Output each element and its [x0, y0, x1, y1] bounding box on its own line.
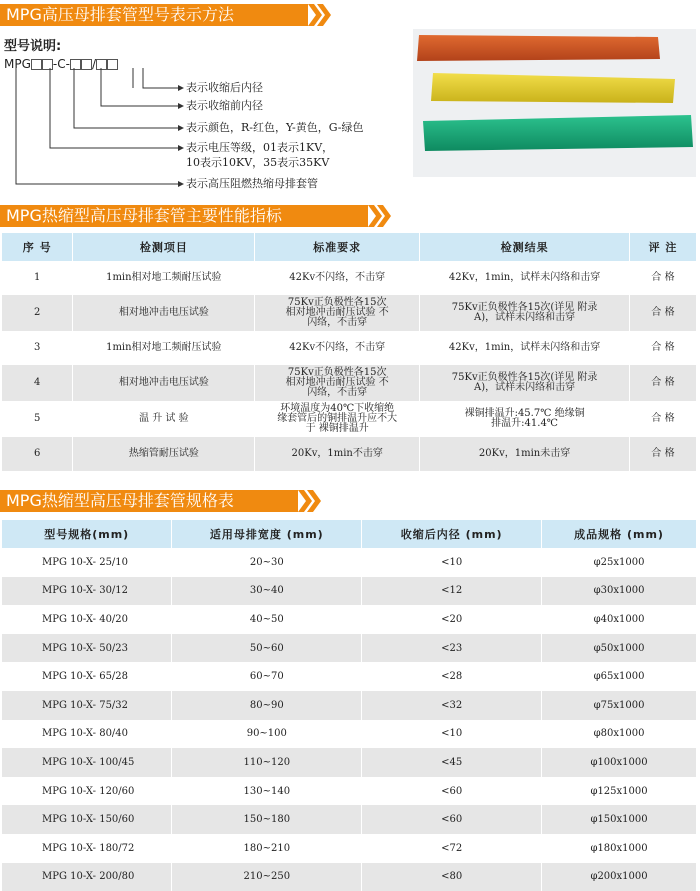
spec-busbar-width: 40~50 [172, 605, 362, 634]
perf-req: 42Kv不闪络，不击穿 [255, 331, 420, 365]
perf-no: 1 [2, 261, 73, 295]
section1-title: MPG高压母排套管型号表示方法 [6, 5, 234, 24]
section3-title: MPG热缩型高压母排套管规格表 [6, 491, 234, 510]
perf-result: 裸铜排温升:45.7℃ 绝缘铜排温升:41.4℃ [420, 401, 630, 437]
spec-shrunk-diameter: <10 [362, 720, 542, 749]
performance-table [2, 233, 697, 471]
spec-shrunk-diameter: <20 [362, 605, 542, 634]
model-label: 型号说明: [4, 39, 62, 54]
spec-busbar-width: 110~120 [172, 748, 362, 777]
table-row [2, 777, 697, 806]
spec-busbar-width: 130~140 [172, 777, 362, 806]
spec-model: MPG 10-X- 40/20 [2, 605, 172, 634]
spec-shrunk-diameter: <80 [362, 863, 542, 891]
table-row [2, 401, 697, 437]
spec-model: MPG 10-X- 65/28 [2, 662, 172, 691]
product-photo [413, 29, 696, 177]
spec-header: 适用母排宽度 (mm) [172, 520, 362, 548]
spec-product-size: φ80x1000 [542, 720, 697, 749]
desc-voltage-2: 10表示10KV，35表示35KV [186, 156, 330, 169]
table-row [2, 437, 697, 471]
spec-model: MPG 10-X- 100/45 [2, 748, 172, 777]
perf-req: 75Kv正负极性各15次 相对地冲击耐压试验 不闪络，不击穿 [255, 365, 420, 401]
perf-note: 合 格 [630, 401, 697, 437]
spec-model: MPG 10-X- 75/32 [2, 691, 172, 720]
section3-banner [0, 490, 298, 512]
perf-req: 环境温度为40℃下收缩绝 缘套管后的铜排温升应不大于 裸铜排温升 [255, 401, 420, 437]
spec-model: MPG 10-X- 30/12 [2, 577, 172, 606]
spec-product-size: φ180x1000 [542, 834, 697, 863]
table-row [2, 261, 697, 295]
perf-item: 1min相对地工频耐压试验 [73, 331, 255, 365]
model-sep2: / [91, 57, 96, 71]
perf-note: 合 格 [630, 261, 697, 295]
spec-product-size: φ40x1000 [542, 605, 697, 634]
spec-product-size: φ65x1000 [542, 662, 697, 691]
table-row [2, 365, 697, 401]
spec-model: MPG 10-X- 180/72 [2, 834, 172, 863]
spec-shrunk-diameter: <12 [362, 577, 542, 606]
desc-sleeve-type: 表示高压阻燃热缩母排套管 [186, 177, 318, 190]
table-row [2, 748, 697, 777]
perf-req: 75Kv正负极性各15次 相对地冲击耐压试验 不闪络，不击穿 [255, 295, 420, 331]
table-row [2, 863, 697, 891]
spec-model: MPG 10-X- 50/23 [2, 634, 172, 663]
spec-shrunk-diameter: <28 [362, 662, 542, 691]
spec-model: MPG 10-X- 200/80 [2, 863, 172, 891]
spec-product-size: φ150x1000 [542, 805, 697, 834]
table-row [2, 834, 697, 863]
perf-req: 20Kv，1min不击穿 [255, 437, 420, 471]
spec-product-size: φ75x1000 [542, 691, 697, 720]
desc-voltage-1: 表示电压等级，01表示1KV， [186, 141, 334, 154]
perf-no: 6 [2, 437, 73, 471]
table-row [2, 605, 697, 634]
perf-header: 评 注 [630, 233, 697, 261]
section2-arrows-icon [368, 205, 392, 227]
perf-header: 标准要求 [255, 233, 420, 261]
spec-model: MPG 10-X- 150/60 [2, 805, 172, 834]
perf-note: 合 格 [630, 365, 697, 401]
perf-item: 温 升 试 验 [73, 401, 255, 437]
section2-banner [0, 205, 368, 227]
spec-busbar-width: 180~210 [172, 834, 362, 863]
perf-note: 合 格 [630, 295, 697, 331]
spec-busbar-width: 210~250 [172, 863, 362, 891]
heat-shrink-tubes-image [413, 29, 696, 177]
spec-shrunk-diameter: <72 [362, 834, 542, 863]
spec-busbar-width: 30~40 [172, 577, 362, 606]
spec-shrunk-diameter: <23 [362, 634, 542, 663]
spec-shrunk-diameter: <10 [362, 548, 542, 577]
perf-item: 热缩管耐压试验 [73, 437, 255, 471]
spec-shrunk-diameter: <45 [362, 748, 542, 777]
perf-note: 合 格 [630, 437, 697, 471]
table-row [2, 805, 697, 834]
spec-table [2, 520, 697, 891]
spec-header: 型号规格(mm) [2, 520, 172, 548]
perf-no: 2 [2, 295, 73, 331]
spec-shrunk-diameter: <60 [362, 777, 542, 806]
perf-no: 3 [2, 331, 73, 365]
spec-busbar-width: 20~30 [172, 548, 362, 577]
table-row [2, 662, 697, 691]
table-row [2, 331, 697, 365]
desc-after-diameter: 表示收缩后内径 [186, 81, 263, 94]
perf-header: 检测项目 [73, 233, 255, 261]
table-row [2, 720, 697, 749]
spec-busbar-width: 90~100 [172, 720, 362, 749]
table-row [2, 548, 697, 577]
spec-model: MPG 10-X- 25/10 [2, 548, 172, 577]
spec-busbar-width: 60~70 [172, 662, 362, 691]
perf-item: 相对地冲击电压试验 [73, 365, 255, 401]
spec-header: 成品规格 (mm) [542, 520, 697, 548]
desc-before-diameter: 表示收缩前内径 [186, 99, 263, 112]
perf-result: 75Kv正负极性各15次(详见 附录A)，试样未闪络和击穿 [420, 295, 630, 331]
perf-result: 20Kv，1min未击穿 [420, 437, 630, 471]
perf-result: 75Kv正负极性各15次(详见 附录A)，试样未闪络和击穿 [420, 365, 630, 401]
perf-result: 42Kv，1min，试样未闪络和击穿 [420, 261, 630, 295]
desc-color: 表示颜色，R-红色，Y-黄色，G-绿色 [186, 121, 364, 134]
perf-header: 序 号 [2, 233, 73, 261]
model-prefix: MPG [4, 57, 31, 71]
perf-no: 5 [2, 401, 73, 437]
spec-shrunk-diameter: <32 [362, 691, 542, 720]
spec-product-size: φ125x1000 [542, 777, 697, 806]
perf-result: 42Kv，1min，试样未闪络和击穿 [420, 331, 630, 365]
section2-title: MPG热缩型高压母排套管主要性能指标 [6, 206, 282, 225]
perf-header: 检测结果 [420, 233, 630, 261]
spec-product-size: φ25x1000 [542, 548, 697, 577]
spec-product-size: φ100x1000 [542, 748, 697, 777]
table-row [2, 295, 697, 331]
perf-note: 合 格 [630, 331, 697, 365]
spec-busbar-width: 50~60 [172, 634, 362, 663]
spec-header: 收缩后内径 (mm) [362, 520, 542, 548]
spec-product-size: φ50x1000 [542, 634, 697, 663]
spec-shrunk-diameter: <60 [362, 805, 542, 834]
spec-busbar-width: 80~90 [172, 691, 362, 720]
perf-no: 4 [2, 365, 73, 401]
perf-item: 1min相对地工频耐压试验 [73, 261, 255, 295]
spec-product-size: φ200x1000 [542, 863, 697, 891]
spec-busbar-width: 150~180 [172, 805, 362, 834]
spec-model: MPG 10-X- 120/60 [2, 777, 172, 806]
table-row [2, 634, 697, 663]
perf-req: 42Kv不闪络，不击穿 [255, 261, 420, 295]
perf-item: 相对地冲击电压试验 [73, 295, 255, 331]
spec-product-size: φ30x1000 [542, 577, 697, 606]
spec-model: MPG 10-X- 80/40 [2, 720, 172, 749]
table-row [2, 577, 697, 606]
model-sep1: -C- [52, 57, 70, 71]
table-row [2, 691, 697, 720]
section3-arrows-icon [298, 490, 322, 512]
